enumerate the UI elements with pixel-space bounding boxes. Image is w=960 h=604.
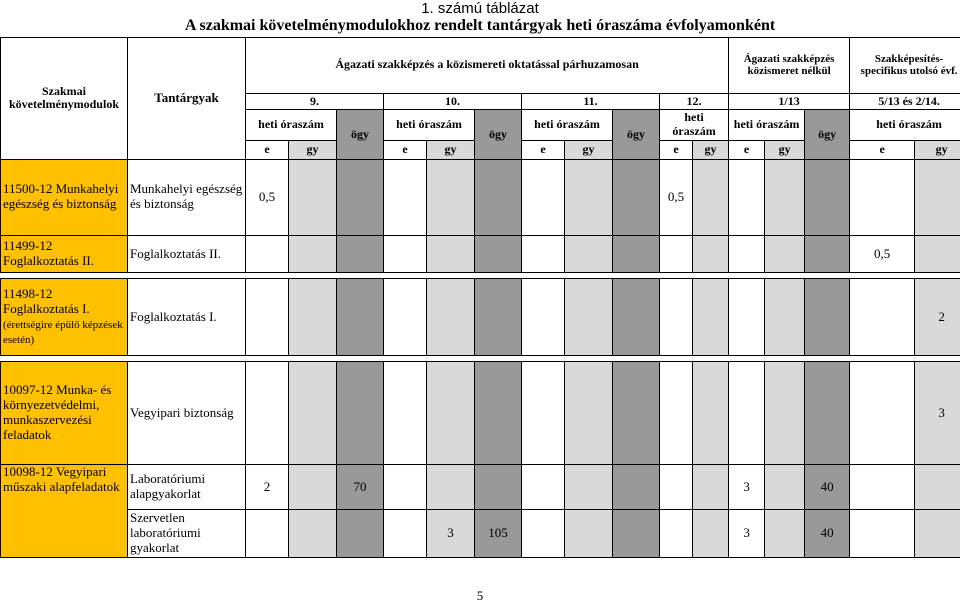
g9-heti: heti óraszám [246,110,337,141]
spec-heti: heti óraszám [850,110,960,141]
g10-ogy: ögy [475,110,522,160]
grade-1-13: 1/13 [729,93,850,110]
g11-e: e [522,141,565,160]
subject-szervetlen-lab: Szervetlen laboratóriumi gyakorlat [128,510,246,558]
page-number: 5 [476,588,484,603]
g12-gy: gy [693,141,729,160]
r3-spec-gy: 2 [915,279,960,355]
g13-ogy: ögy [805,110,850,160]
header-group-no-general: Ágazati szakképzés közismeret nélkül [729,38,850,94]
subject-foglalkoztatas-ii: Foglalkoztatás II. [128,236,246,273]
r1-g12-e: 0,5 [660,159,693,235]
r4-spec-gy: 3 [915,361,960,464]
header-group-specific: Szakképesítés-specifikus utolsó évf. [850,38,960,94]
module-11498-code: 11498-12 Foglalkoztatás I. [3,286,90,317]
r1-g9-e: 0,5 [246,159,289,235]
g12-e: e [660,141,693,160]
r5b-g10-gy: 3 [427,510,475,558]
r5a-g13-ogy: 40 [805,465,850,510]
module-11500: 11500-12 Munkahelyi egészség és biztonság [1,159,128,235]
grade-12: 12. [660,93,729,110]
grade-11: 11. [522,93,660,110]
module-10097: 10097-12 Munka- és környezetvédelmi, munkaszervezési feladatok [1,361,128,464]
g11-heti: heti óraszám [522,110,613,141]
module-11499: 11499-12 Foglalkoztatás II. [1,236,128,273]
spec-gy: gy [915,141,960,160]
g12-heti: heti óraszám [660,110,729,141]
g13-gy: gy [765,141,805,160]
header-group-parallel: Ágazati szakképzés a közismereti oktatással párhuzamosan [246,38,729,94]
r5b-g10-ogy: 105 [475,510,522,558]
g9-e: e [246,141,289,160]
r5b-g13-ogy: 40 [805,510,850,558]
g10-heti: heti óraszám [384,110,475,141]
g13-e: e [729,141,765,160]
module-10098: 10098-12 Vegyipari műszaki alapfeladatok [1,465,128,510]
r5b-g13-e: 3 [729,510,765,558]
subject-foglalkoztatas-i: Foglalkoztatás I. [128,279,246,355]
subject-lab-alap: Laboratóriumi alapgyakorlat [128,465,246,510]
grade-10: 10. [384,93,522,110]
g11-gy: gy [565,141,613,160]
spec-e: e [850,141,915,160]
subject-munkahelyi: Munkahelyi egészség és biztonság [128,159,246,235]
g10-e: e [384,141,427,160]
grade-9: 9. [246,93,384,110]
r5a-g9-ogy: 70 [337,465,384,510]
curriculum-table [0,37,960,558]
r5a-g13-e: 3 [729,465,765,510]
g10-gy: gy [427,141,475,160]
g13-heti: heti óraszám [729,110,805,141]
module-11498-note: (érettségire épülő képzések esetén) [3,319,123,346]
g9-ogy: ögy [337,110,384,160]
r5a-g9-e: 2 [246,465,289,510]
g9-gy: gy [289,141,337,160]
subject-vegyipari-biztonsag: Vegyipari biztonság [128,361,246,464]
module-11498 [1,279,128,355]
g11-ogy: ögy [613,110,660,160]
header-module: Szakmai követelménymodulok [1,38,128,160]
r2-spec-e: 0,5 [850,236,915,273]
table-title: A szakmai követelménymodulokhoz rendelt tantárgyak heti óraszáma évfolyamonként [184,17,776,34]
grade-5-13: 5/13 és 2/14. [850,93,960,110]
table-number: 1. számú táblázat [421,0,539,17]
header-subject: Tantárgyak [128,38,246,160]
